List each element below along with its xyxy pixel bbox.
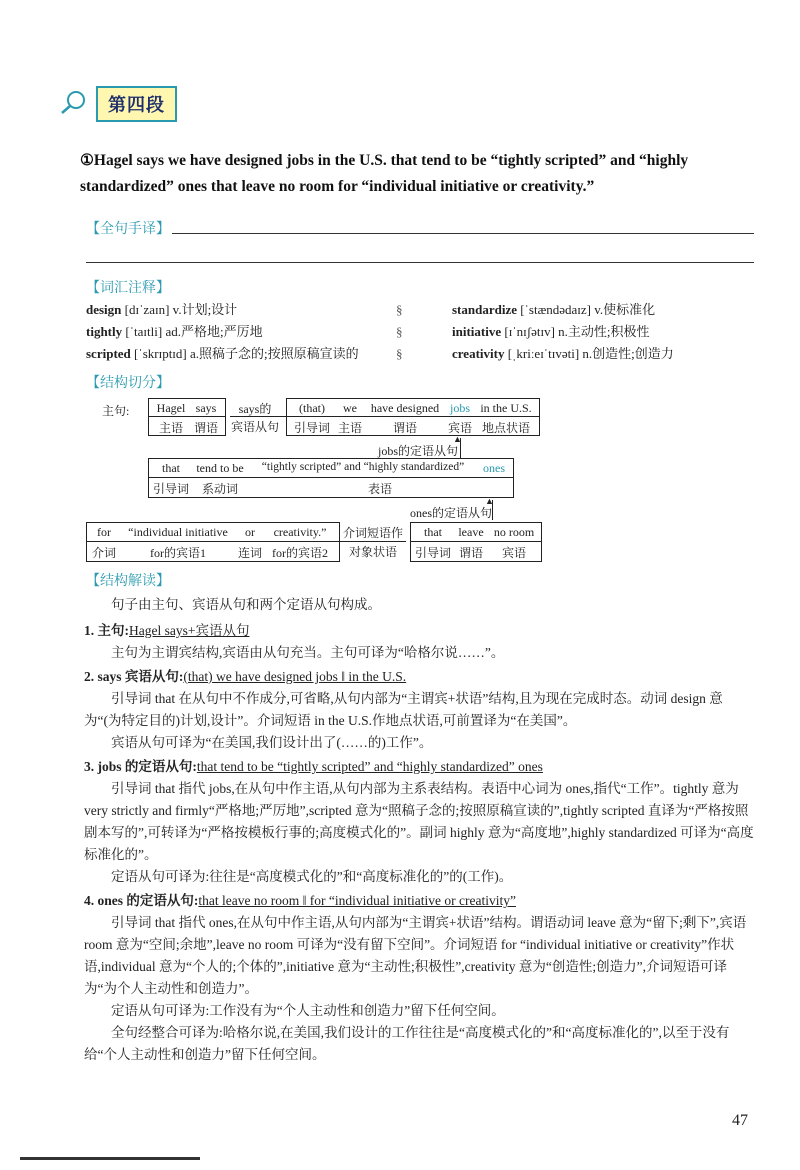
structure-diagram (80, 396, 760, 568)
page-number: 47 (732, 1112, 748, 1129)
step-3-desc: 引导词 that 指代 jobs,在从句中作主语,从句内部为主系表结构。表语中心词为 ones,指代“工作”。tightly 意为 very strictly and firmly“严格地;严厉地”,scripted 意为“照稿子念的;按照原稿宣读的”,tightly scripted 直译为“严格按照剧本写的”,可转译为“严格按模板行事的;高度模式化的”。副词 highly 意为“高度地”,highly standardized 可译为“高度标准化的”。 (84, 781, 754, 862)
answer-line-1[interactable] (172, 233, 754, 234)
main-clause-label: 主句: (102, 404, 130, 418)
step-3-trans: 定语从句可译为:往往是“高度模式化的”和“高度标准化的”的(工作)。 (111, 869, 513, 884)
main-clause-box: Hagel says 主语 谓语 (148, 398, 226, 436)
jobs-attr-label: jobs的定语从句 (378, 444, 459, 458)
vocab-item: tightly [ˈtaɪtli] ad.严格地;严厉地 (86, 324, 263, 339)
pp-function-label-2: 对象状语 (348, 545, 397, 559)
ones-attr-clause-box: that leave no room 引导词 谓语 宾语 (410, 522, 542, 562)
ones-attr-label: ones的定语从句 (410, 506, 492, 520)
arrow-up-icon: ▲ (453, 434, 462, 444)
object-clause-label: 宾语从句 (230, 420, 279, 434)
pp-function-label: 介词短语作 (342, 526, 403, 540)
analysis-body (84, 594, 756, 1066)
object-clause-box: (that) we have designed jobs in the U.S. 引导词 主语 谓语 宾语 地点状语 (286, 398, 540, 436)
vocab-item: creativity [ˌkriːeɪˈtɪvəti] n.创造性;创造力 (452, 346, 674, 361)
step-2-desc: 引导词 that 在从句中不作成分,可省略,从句内部为“主谓宾+状语”结构,且为现在完成时态。动词 design 意为“(为特定目的)计划,设计”。介词短语 in the U.S.作地点状语,可前置译为“在美国”。 (84, 691, 723, 728)
arrow-up-icon: ▲ (485, 496, 494, 506)
vocab-item: initiative [ɪˈnɪʃətɪv] n.主动性;积极性 (452, 324, 650, 339)
vocab-item: design [dɪˈzaɪn] v.计划;设计 (86, 302, 238, 317)
footer-rule (20, 1157, 200, 1160)
step-3: 3. jobs 的定语从句:that tend to be “tightly scripted” and “highly standardized” ones (84, 759, 543, 774)
sentence-text: Hagel says we have designed jobs in the U.S. that tend to be “tightly scripted” and “highly standardized” ones that leave no room for “individual initiative or creativity.” (80, 152, 689, 195)
vocab-separator: §§§ (396, 302, 403, 361)
analysis-intro: 句子由主句、宾语从句和两个定语从句构成。 (111, 597, 381, 612)
analysis-label: 【结构解读】 (86, 573, 170, 589)
step-4-desc: 引导词 that 指代 ones,在从句中作主语,从句内部为“主谓宾+状语”结构。谓语动词 leave 意为“留下;剩下”,宾语 room 意为“空间;余地”,leave no room 可译为“没有留下空间”。介词短语 for “individual initiative or creativity”作状语,individual 意为“个人的;个体的”,initiative 意为“主动性;积极性”,creativity 意为“创造性;创造力”,介词短语可译为“为个人主动性和创造力”。 (84, 915, 747, 996)
section-header (60, 86, 177, 122)
vocab-right (452, 299, 752, 365)
step-2: 2. says 宾语从句:(that) we have designed jobs ‖ in the U.S. (84, 669, 407, 684)
step-1: 1. 主句:Hagel says+宾语从句 (84, 623, 250, 638)
vocab-left (86, 299, 396, 365)
vocab-label: 【词汇注释】 (86, 280, 170, 296)
sentence-number: ① (80, 152, 94, 169)
key-sentence (80, 148, 750, 200)
step-1-desc: 主句为主谓宾结构,宾语由从句充当。主句可译为“哈格尔说……”。 (111, 645, 505, 660)
vocab-item: scripted [ˈskrɪptɪd] a.照稿子念的;按照原稿宣读的 (86, 346, 359, 361)
vocab-item: standardize [ˈstændədaɪz] v.使标准化 (452, 302, 656, 317)
section-title: 第四段 (96, 86, 177, 122)
answer-line-2[interactable] (86, 262, 754, 263)
jobs-attr-box: that tend to be “tightly scripted” and “highly standardized” ones 引导词 系动词 表语 (148, 458, 514, 498)
structure-label: 【结构切分】 (86, 375, 170, 391)
says-of-label: says的 (238, 402, 272, 416)
step-2-trans: 宾语从句可译为“在美国,我们设计出了(……的)工作”。 (111, 735, 433, 750)
translation-label: 【全句手译】 (86, 221, 170, 237)
final-translation: 全句经整合可译为:哈格尔说,在美国,我们设计的工作往往是“高度模式化的”和“高度标准化的”,以至于没有给“个人主动性和创造力”留下任何空间。 (84, 1025, 730, 1062)
step-4: 4. ones 的定语从句:that leave no room ‖ for “individual initiative or creativity” (84, 893, 516, 908)
step-4-trans: 定语从句可译为:工作没有为“个人主动性和创造力”留下任何空间。 (111, 1003, 505, 1018)
magnifier-icon (60, 89, 90, 120)
for-phrase-box: for “individual initiative or creativity.” 介词 for的宾语1 连词 for的宾语2 (86, 522, 340, 562)
